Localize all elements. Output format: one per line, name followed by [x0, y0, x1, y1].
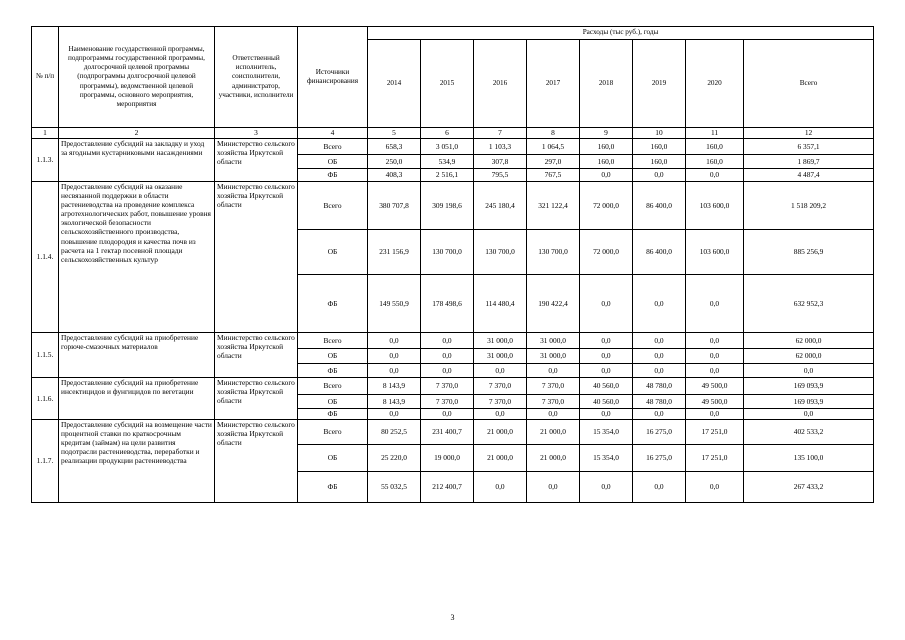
budget-table	[31, 26, 874, 503]
year-value: 0,0	[421, 409, 474, 420]
header-year: 2019	[633, 40, 686, 128]
year-value: 0,0	[368, 409, 421, 420]
column-number: 11	[686, 128, 744, 139]
year-value: 160,0	[633, 155, 686, 169]
row-number: 1.1.3.	[32, 139, 59, 182]
year-value: 16 275,0	[633, 445, 686, 472]
year-value: 21 000,0	[474, 420, 527, 445]
funding-source: ФБ	[298, 472, 368, 503]
year-value: 0,0	[686, 349, 744, 364]
year-value: 231 156,9	[368, 230, 421, 275]
year-value: 160,0	[686, 139, 744, 155]
year-value: 0,0	[580, 409, 633, 420]
year-value: 0,0	[633, 275, 686, 333]
header-num: № п/п	[32, 27, 59, 128]
year-value: 2 516,1	[421, 169, 474, 182]
column-numbers-row	[32, 128, 874, 139]
column-number: 2	[59, 128, 215, 139]
year-value: 0,0	[368, 364, 421, 378]
year-value: 0,0	[580, 349, 633, 364]
row-number: 1.1.7.	[32, 420, 59, 503]
responsible-executor: Министерство сельского хозяйства Иркутской области	[215, 182, 298, 333]
year-value: 767,5	[527, 169, 580, 182]
year-value: 31 000,0	[474, 349, 527, 364]
column-number: 12	[744, 128, 874, 139]
year-value: 149 550,9	[368, 275, 421, 333]
measure-name: Предоставление субсидий на закладку и уход за ягодными кустарниковыми насаждениями	[59, 139, 215, 182]
year-value: 31 000,0	[474, 333, 527, 349]
funding-source: ОБ	[298, 230, 368, 275]
year-value: 0,0	[474, 364, 527, 378]
measure-name: Предоставление субсидий на приобретение инсектицидов и фунгицидов по вегетации	[59, 378, 215, 420]
year-value: 0,0	[474, 472, 527, 503]
year-value: 15 354,0	[580, 445, 633, 472]
header-year: 2016	[474, 40, 527, 128]
measure-name: Предоставление субсидий на приобретение горюче-смазочных материалов	[59, 333, 215, 378]
column-number: 3	[215, 128, 298, 139]
year-value: 21 000,0	[527, 420, 580, 445]
funding-source: Всего	[298, 139, 368, 155]
total-value: 402 533,2	[744, 420, 874, 445]
year-value: 0,0	[527, 409, 580, 420]
year-value: 0,0	[368, 333, 421, 349]
year-value: 7 370,0	[421, 378, 474, 395]
year-value: 7 370,0	[421, 395, 474, 409]
funding-source: ОБ	[298, 155, 368, 169]
header-year: 2020	[686, 40, 744, 128]
column-number: 6	[421, 128, 474, 139]
column-number: 7	[474, 128, 527, 139]
column-number: 1	[32, 128, 59, 139]
year-value: 795,5	[474, 169, 527, 182]
year-value: 0,0	[633, 472, 686, 503]
funding-source: ФБ	[298, 364, 368, 378]
year-value: 72 000,0	[580, 182, 633, 230]
year-value: 245 180,4	[474, 182, 527, 230]
total-value: 885 256,9	[744, 230, 874, 275]
measure-name: Предоставление субсидий на возмещение части процентной ставки по краткосрочным кредитам (займам) на цели развития подотрасли растениеводства, переработки и реализации продукции растениеводства	[59, 420, 215, 503]
year-value: 160,0	[580, 139, 633, 155]
year-value: 17 251,0	[686, 445, 744, 472]
year-value: 48 780,0	[633, 395, 686, 409]
header-year: 2015	[421, 40, 474, 128]
column-number: 8	[527, 128, 580, 139]
page-number: 3	[450, 613, 455, 622]
year-value: 130 700,0	[421, 230, 474, 275]
responsible-executor: Министерство сельского хозяйства Иркутской области	[215, 333, 298, 378]
budget-table-page	[31, 26, 873, 503]
measure-name: Предоставление субсидий на оказание несвязанной поддержки в области растениеводства на проведение комплекса агротехнологических работ, повышение уровня экологической безопасности сельскохозяйственного производства, повышение плодородия и качества почв из расчета на 1 гектар посевной площади сельскохозяйственных культур	[59, 182, 215, 333]
year-value: 55 032,5	[368, 472, 421, 503]
header-name: Наименование государственной программы, подпрограммы государственной программы, долгосрочной целевой программы (подпрограммы долгосрочной целевой программы), ведомственной целевой программы, основного мероприятия, мероприятия	[59, 27, 215, 128]
year-value: 0,0	[580, 364, 633, 378]
year-value: 0,0	[633, 333, 686, 349]
year-value: 48 780,0	[633, 378, 686, 395]
year-value: 7 370,0	[527, 378, 580, 395]
year-value: 321 122,4	[527, 182, 580, 230]
year-value: 250,0	[368, 155, 421, 169]
year-value: 1 064,5	[527, 139, 580, 155]
year-value: 160,0	[633, 139, 686, 155]
year-value: 80 252,5	[368, 420, 421, 445]
total-value: 62 000,0	[744, 349, 874, 364]
year-value: 212 400,7	[421, 472, 474, 503]
funding-source: Всего	[298, 378, 368, 395]
year-value: 49 500,0	[686, 378, 744, 395]
table-row	[32, 333, 874, 349]
table-row	[32, 182, 874, 230]
year-value: 21 000,0	[527, 445, 580, 472]
year-value: 130 700,0	[527, 230, 580, 275]
header-year: 2018	[580, 40, 633, 128]
column-number: 4	[298, 128, 368, 139]
total-value: 267 433,2	[744, 472, 874, 503]
year-value: 0,0	[474, 409, 527, 420]
year-value: 49 500,0	[686, 395, 744, 409]
year-value: 0,0	[368, 349, 421, 364]
funding-source: ФБ	[298, 275, 368, 333]
total-value: 62 000,0	[744, 333, 874, 349]
year-value: 0,0	[686, 333, 744, 349]
funding-source: ОБ	[298, 349, 368, 364]
year-value: 0,0	[580, 472, 633, 503]
year-value: 7 370,0	[474, 395, 527, 409]
total-value: 6 357,1	[744, 139, 874, 155]
year-value: 0,0	[686, 364, 744, 378]
year-value: 0,0	[580, 169, 633, 182]
total-value: 0,0	[744, 364, 874, 378]
year-value: 17 251,0	[686, 420, 744, 445]
year-value: 130 700,0	[474, 230, 527, 275]
year-value: 15 354,0	[580, 420, 633, 445]
year-value: 0,0	[686, 275, 744, 333]
year-value: 40 560,0	[580, 378, 633, 395]
year-value: 0,0	[580, 275, 633, 333]
year-value: 658,3	[368, 139, 421, 155]
year-value: 408,3	[368, 169, 421, 182]
header-expenses: Расходы (тыс руб.), годы	[368, 27, 874, 40]
year-value: 534,9	[421, 155, 474, 169]
year-value: 231 400,7	[421, 420, 474, 445]
year-value: 31 000,0	[527, 349, 580, 364]
header-source: Источники финансирования	[298, 27, 368, 128]
total-value: 169 093,9	[744, 395, 874, 409]
funding-source: ОБ	[298, 445, 368, 472]
year-value: 309 198,6	[421, 182, 474, 230]
responsible-executor: Министерство сельского хозяйства Иркутской области	[215, 139, 298, 182]
header-responsible: Ответственный исполнитель, соисполнители, администратор, участники, исполнители	[215, 27, 298, 128]
year-value: 25 220,0	[368, 445, 421, 472]
year-value: 8 143,9	[368, 395, 421, 409]
year-value: 21 000,0	[474, 445, 527, 472]
year-value: 31 000,0	[527, 333, 580, 349]
year-value: 0,0	[421, 349, 474, 364]
header-total: Всего	[744, 40, 874, 128]
year-value: 190 422,4	[527, 275, 580, 333]
total-value: 632 952,3	[744, 275, 874, 333]
year-value: 0,0	[421, 364, 474, 378]
year-value: 0,0	[633, 169, 686, 182]
row-number: 1.1.4.	[32, 182, 59, 333]
year-value: 86 400,0	[633, 182, 686, 230]
year-value: 0,0	[633, 364, 686, 378]
total-value: 0,0	[744, 409, 874, 420]
funding-source: ФБ	[298, 409, 368, 420]
total-value: 135 100,0	[744, 445, 874, 472]
funding-source: Всего	[298, 333, 368, 349]
total-value: 1 869,7	[744, 155, 874, 169]
year-value: 0,0	[527, 364, 580, 378]
funding-source: ФБ	[298, 169, 368, 182]
year-value: 0,0	[686, 409, 744, 420]
year-value: 72 000,0	[580, 230, 633, 275]
table-row	[32, 378, 874, 395]
year-value: 19 000,0	[421, 445, 474, 472]
column-number: 9	[580, 128, 633, 139]
funding-source: ОБ	[298, 395, 368, 409]
year-value: 3 051,0	[421, 139, 474, 155]
year-value: 103 600,0	[686, 182, 744, 230]
year-value: 0,0	[421, 333, 474, 349]
responsible-executor: Министерство сельского хозяйства Иркутской области	[215, 378, 298, 420]
year-value: 178 498,6	[421, 275, 474, 333]
year-value: 160,0	[580, 155, 633, 169]
year-value: 0,0	[527, 472, 580, 503]
year-value: 0,0	[633, 409, 686, 420]
year-value: 160,0	[686, 155, 744, 169]
year-value: 7 370,0	[474, 378, 527, 395]
header-year: 2014	[368, 40, 421, 128]
year-value: 114 480,4	[474, 275, 527, 333]
column-number: 5	[368, 128, 421, 139]
year-value: 380 707,8	[368, 182, 421, 230]
row-number: 1.1.5.	[32, 333, 59, 378]
table-row	[32, 420, 874, 445]
funding-source: Всего	[298, 420, 368, 445]
funding-source: Всего	[298, 182, 368, 230]
year-value: 297,0	[527, 155, 580, 169]
year-value: 8 143,9	[368, 378, 421, 395]
total-value: 4 487,4	[744, 169, 874, 182]
year-value: 7 370,0	[527, 395, 580, 409]
year-value: 307,8	[474, 155, 527, 169]
year-value: 16 275,0	[633, 420, 686, 445]
column-number: 10	[633, 128, 686, 139]
year-value: 1 103,3	[474, 139, 527, 155]
year-value: 103 600,0	[686, 230, 744, 275]
responsible-executor: Министерство сельского хозяйства Иркутской области	[215, 420, 298, 503]
year-value: 0,0	[686, 169, 744, 182]
row-number: 1.1.6.	[32, 378, 59, 420]
total-value: 1 518 209,2	[744, 182, 874, 230]
year-value: 0,0	[580, 333, 633, 349]
year-value: 0,0	[633, 349, 686, 364]
year-value: 40 560,0	[580, 395, 633, 409]
year-value: 86 400,0	[633, 230, 686, 275]
year-value: 0,0	[686, 472, 744, 503]
table-row	[32, 139, 874, 155]
header-year: 2017	[527, 40, 580, 128]
total-value: 169 093,9	[744, 378, 874, 395]
